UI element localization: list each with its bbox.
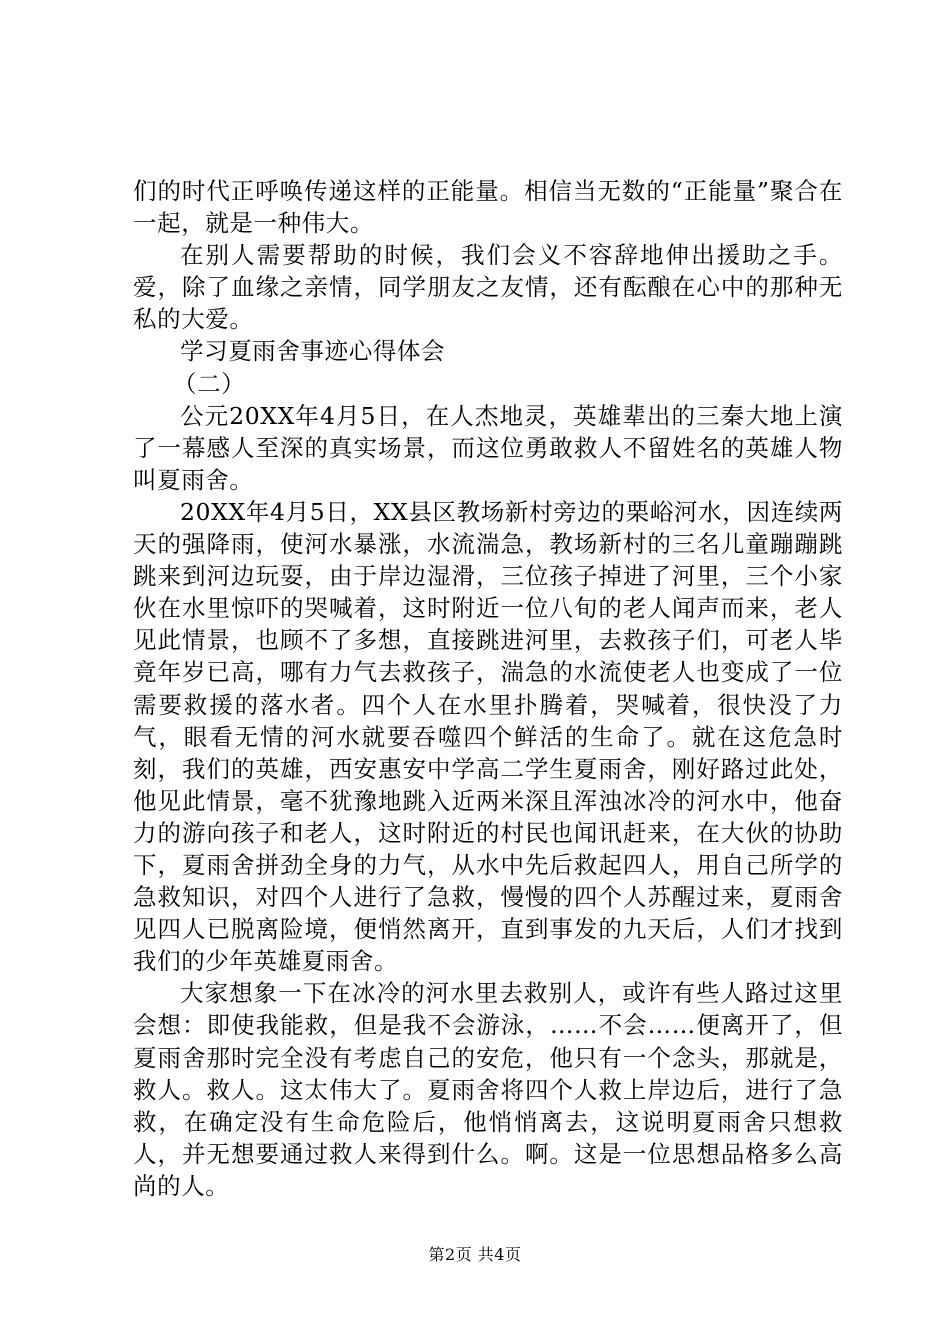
document-body bbox=[133, 175, 843, 1202]
paragraph-love: 在别人需要帮助的时候，我们会义不容辞地伸出援助之手。爱，除了血缘之亲情，同学朋友之友情，还有酝酿在心中的那种无私的大爱。 bbox=[133, 241, 843, 334]
paragraph-intro: 公元20XX年4月5日，在人杰地灵，英雄辈出的三秦大地上演了一幕感人至深的真实场景，而这位勇敢救人不留姓名的英雄人物叫夏雨舍。 bbox=[133, 401, 843, 494]
paragraph-reflection: 大家想象一下在冰冷的河水里去救别人，或许有些人路过这里会想：即使我能救，但是我不会游泳，……不会……便离开了，但夏雨舍那时完全没有考虑自己的安危，他只有一个念头，那就是，救人。救人。这太伟大了。夏雨舍将四个人救上岸边后，进行了急救，在确定没有生命危险后，他悄悄离去，这说明夏雨舍只想救人，并无想要通过救人来得到什么。啊。这是一位思想品格多么高尚的人。 bbox=[133, 979, 843, 1200]
paragraph-story: 20XX年4月5日，XX县区教场新村旁边的栗峪河水，因连续两天的强降雨，使河水暴涨，水流湍急，教场新村的三名儿童蹦蹦跳跳来到河边玩耍，由于岸边湿滑，三位孩子掉进了河里，三个小家伙在水里惊吓的哭喊着，这时附近一位八旬的老人闻声而来，老人见此情景，也顾不了多想，直接跳进河里，去救孩子们，可老人毕竟年岁已高，哪有力气去救孩子，湍急的水流使老人也变成了一位需要救援的落水者。四个人在水里扑腾着，哭喊着，很快没了力气，眼看无情的河水就要吞噬四个鲜活的生命了。就在这危急时刻，我们的英雄，西安惠安中学高二学生夏雨舍，刚好路过此处，他见此情景，毫不犹豫地跳入近两米深且浑浊冰冷的河水中，他奋力的游向孩子和老人，这时附近的村民也闻讯赶来，在大伙的协助下，夏雨舍拼劲全身的力气，从水中先后救起四人，用自己所学的急救知识，对四个人进行了急救，慢慢的四个人苏醒过来，夏雨舍见四人已脱离险境，便悄然离开，直到事发的九天后，人们才找到我们的少年英雄夏雨舍。 bbox=[133, 497, 843, 976]
page-footer: 第2页 共4页 bbox=[428, 1245, 522, 1264]
section-title: 学习夏雨舍事迹心得体会 bbox=[180, 337, 446, 366]
section-number: （二） bbox=[173, 369, 246, 398]
paragraph-continuation: 们的时代正呼唤传递这样的正能量。相信当无数的“正能量”聚合在一起，就是一种伟大。 bbox=[133, 177, 843, 238]
